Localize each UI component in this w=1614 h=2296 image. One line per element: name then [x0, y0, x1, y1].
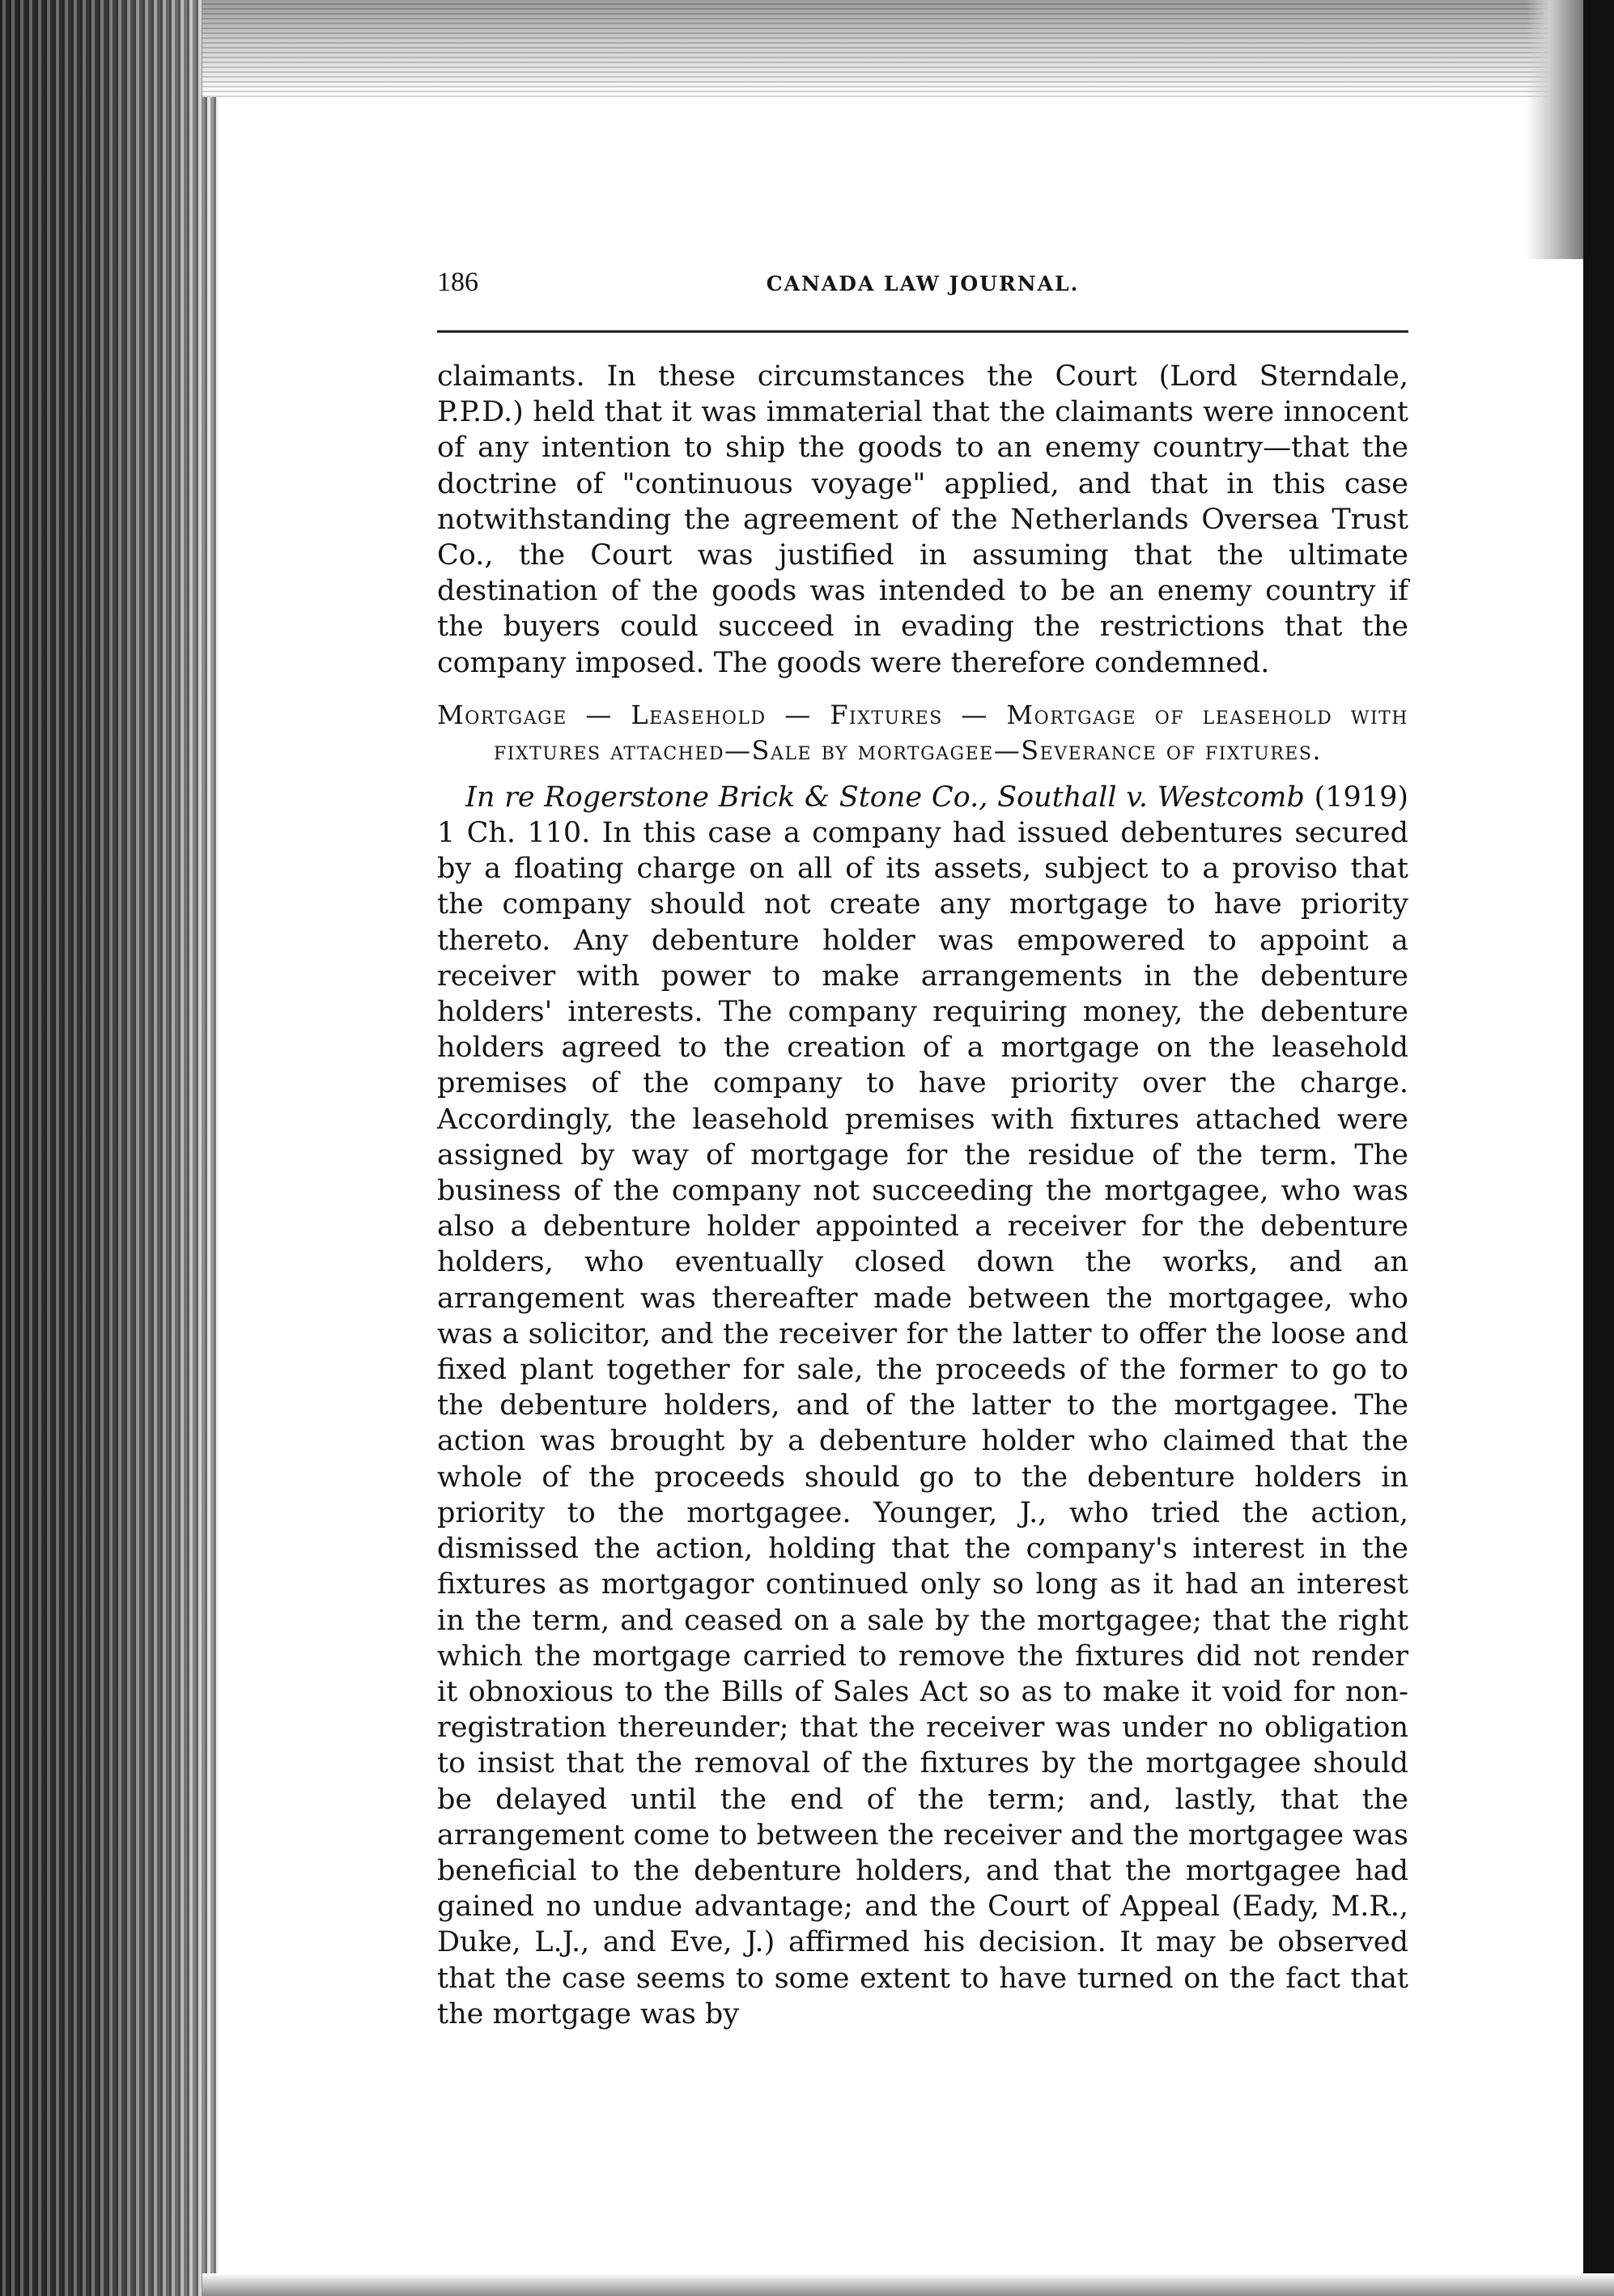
case-reference: (1919) 1 Ch. 110.: [437, 780, 1408, 850]
case-summary: In this case a company had issued debentures secured by a floating charge on all of its assets, subject to a proviso that the company should not create any mortgage to have priority thereto. Any debenture holder was empowered to appoint a receiver with power to make arrangements in the debenture holders' interests. The company requiring money, the debenture holders agreed to the creation of a mortgage on the leasehold premises of the company to have priority over the charge. Accordingly, the leasehold premises with fixtures attached were assigned by way of mortgage for the residue of the term. The business of the company not succeeding the mortgagee, who was also a debenture holder appointed a receiver for the debenture holders, who eventually closed down the works, and an arrangement was thereafter made between the mortgagee, who was a solicitor, and the receiver for the latter to offer the loose and fixed plant together for sale, the proceeds of the former to go to the debenture holders, and of the latter to the mortgagee. The action was brought by a debenture holder who claimed that the whole of the proceeds should go to the debenture holders in priority to the mortgagee. Younger, J., who tried the action, dismissed the action, holding that the company's interest in the fixtures as mortgagor continued only so long as it had an interest in the term, and ceased on a sale by the mortgagee; that the right which the mortgage carried to remove the fixtures did not render it obnoxious to the Bills of Sales Act so as to make it void for non-registration thereunder; that the receiver was under no obligation to insist that the removal of the fixtures by the mortgagee should be delayed until the end of the term; and, lastly, that the arrangement come to between the receiver and the mortgagee was beneficial to the debenture holders, and that the mortgagee had gained no undue advantage; and the Court of Appeal (Eady, M.R., Duke, L.J., and Eve, J.) affirmed his decision. It may be observed that the case seems to some extent to have turned on the fact that the mortgage was by: [437, 817, 1408, 2030]
scan-binding-shadow: [0, 0, 219, 2296]
paragraph-continued: claimants. In these circumstances the Court (Lord Sterndale, P.P.D.) held that it was immaterial that the claimants were innocent of any intention to ship the goods to an enemy country—that the doctrine of "continuous voyage" applied, and that in this case notwithstanding the agreement of the Netherlands Oversea Trust Co., the Court was justified in assuming that the ultimate destination of the goods was intended to be an enemy country if the buyers could succeed in evading the restrictions that the company imposed. The goods were therefore condemned.: [437, 360, 1408, 679]
journal-title: CANADA LAW JOURNAL.: [766, 272, 1080, 296]
header-rule: [437, 330, 1408, 333]
journal-page: [437, 267, 1408, 2032]
scan-right-border: [1583, 0, 1614, 2296]
section-heading: Mortgage — Leasehold — Fixtures — Mortgage of leasehold with fixtures attached—Sale by mortgagee—Severance of fixtures.: [437, 699, 1408, 766]
running-head: [437, 267, 1408, 316]
case-paragraph: [437, 780, 1408, 2032]
scan-top-shadow: [202, 0, 1614, 97]
scan-right-shadow: [1527, 0, 1583, 259]
page-number: 186: [437, 267, 478, 297]
case-name: In re Rogerstone Brick & Stone Co., Southall v. Westcomb: [465, 780, 1305, 814]
scan-bottom-shadow: [202, 2273, 1614, 2296]
